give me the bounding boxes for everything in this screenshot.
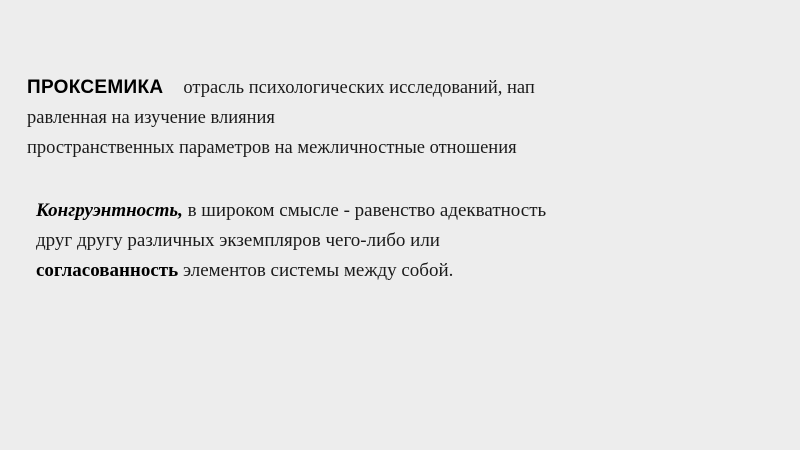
- proxemics-text-1: отрасль психологических исследований, нап: [183, 78, 535, 98]
- congruence-definition: [36, 196, 776, 286]
- congruence-text-3: элементов системы между собой.: [178, 260, 454, 281]
- proxemics-term: ПРОКСЕМИКА: [27, 77, 164, 98]
- congruence-line-1: [36, 196, 776, 226]
- congruence-line-2: друг другу различных экземпляров чего-либо или: [36, 230, 440, 251]
- congruence-term: Конгруэнтность,: [36, 200, 183, 221]
- proxemics-line-2: равленная на изучение влияния: [27, 108, 275, 128]
- proxemics-definition: [27, 73, 757, 163]
- proxemics-line-3: пространственных параметров на межличностные отношения: [27, 138, 517, 158]
- consistency-term: согласованность: [36, 260, 179, 281]
- proxemics-line-1: [27, 73, 757, 103]
- congruence-line-3: [36, 256, 776, 286]
- congruence-text-1: в широком смысле - равенство адекватность: [182, 200, 547, 221]
